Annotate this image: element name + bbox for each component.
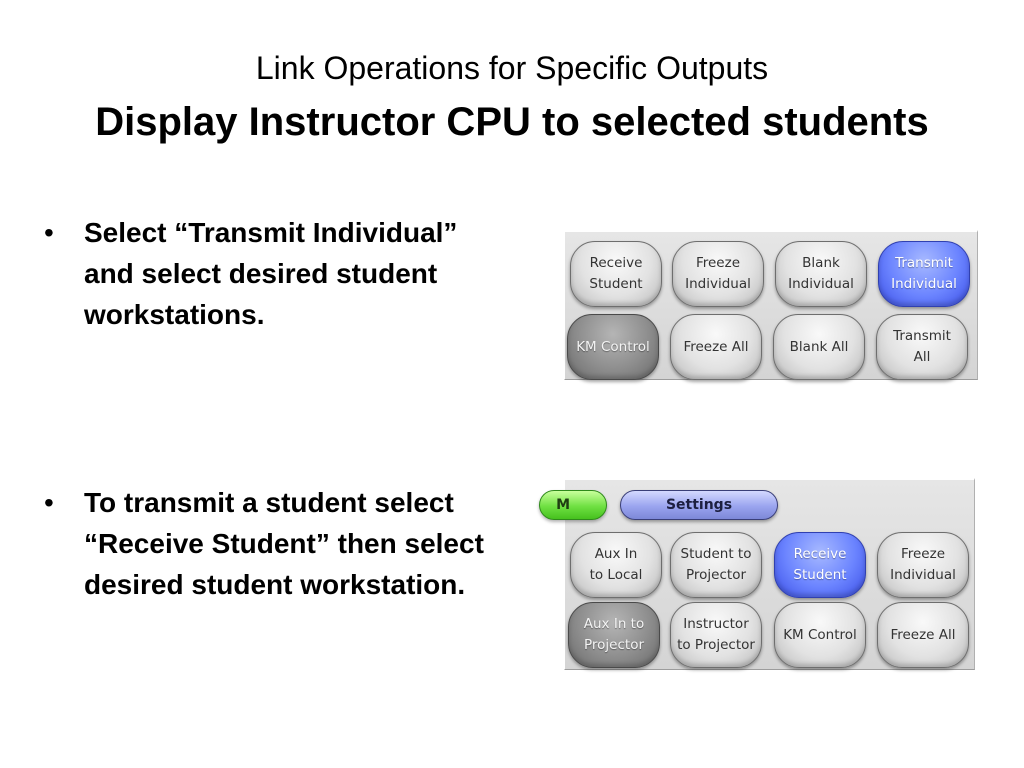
control-panel-transmit [564,230,978,380]
freeze-individual-button[interactable]: Freeze Individual [672,241,764,307]
freeze-all-button[interactable]: Freeze All [877,602,969,668]
aux-in-to-local-button[interactable]: Aux In to Local [570,532,662,598]
km-control-button[interactable]: KM Control [567,314,659,380]
bullet-text: To transmit a student select “Receive Student” then select desired student workstation. [84,487,484,600]
transmit-all-button[interactable]: Transmit All [876,314,968,380]
instructor-to-projector-button[interactable]: Instructor to Projector [670,602,762,668]
bullet-marker: • [44,487,54,518]
blank-individual-button[interactable]: Blank Individual [775,241,867,307]
transmit-individual-button[interactable]: Transmit Individual [878,241,970,307]
receive-student-button[interactable]: Receive Student [570,241,662,307]
slide-title: Link Operations for Specific Outputs [255,50,769,86]
aux-in-to-projector-button[interactable]: Aux In to Projector [568,602,660,668]
main-tab[interactable]: M [539,490,607,520]
slide-subtitle: Display Instructor CPU to selected students [95,100,929,144]
freeze-all-button[interactable]: Freeze All [670,314,762,380]
control-panel-receive [556,478,975,670]
student-to-projector-button[interactable]: Student to Projector [670,532,762,598]
bullet-item-receive-student [44,482,514,605]
bullet-marker: • [44,217,54,248]
receive-student-button[interactable]: Receive Student [774,532,866,598]
settings-tab[interactable]: Settings [620,490,778,520]
bullet-item-transmit-individual [44,212,514,335]
blank-all-button[interactable]: Blank All [773,314,865,380]
freeze-individual-button[interactable]: Freeze Individual [877,532,969,598]
panel-content [556,480,974,669]
km-control-button[interactable]: KM Control [774,602,866,668]
bullet-text: Select “Transmit Individual” and select desired student workstations. [84,217,458,330]
